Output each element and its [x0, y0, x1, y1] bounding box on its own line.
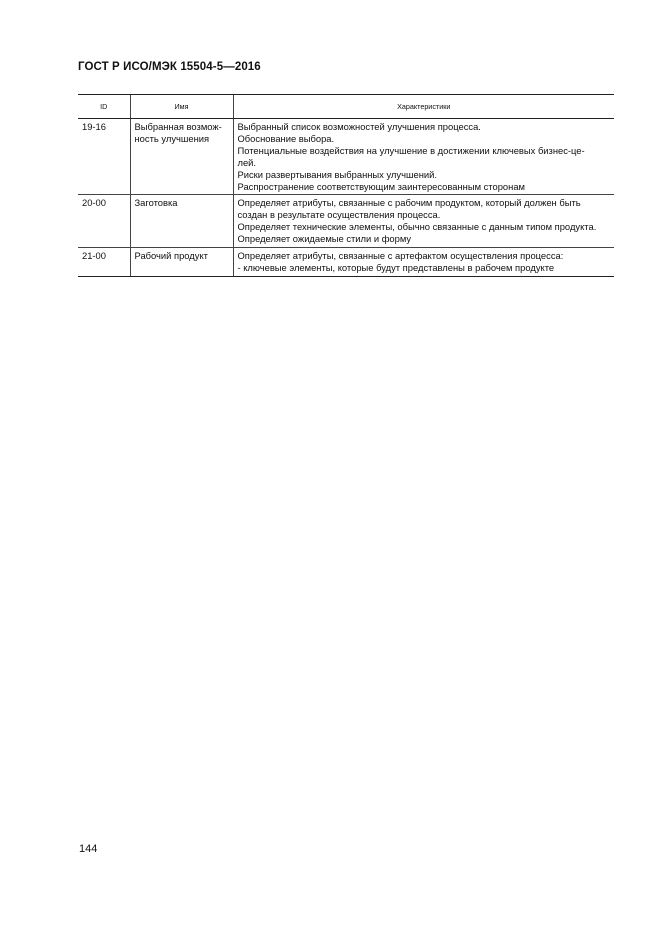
document-header: ГОСТ Р ИСО/МЭК 15504-5—2016: [78, 61, 261, 73]
column-header-name: Имя: [130, 95, 233, 119]
cell-id: 19-16: [78, 119, 130, 195]
characteristics-line: Потенциальные воздействия на улучшение в достижении ключевых бизнес-це-: [237, 144, 585, 156]
characteristics-line: Распространение соответствующим заинтересованным сторонам: [237, 180, 525, 192]
cell-name: [130, 119, 233, 195]
cell-name-line: Рабочий продукт: [134, 250, 208, 262]
characteristics-line: Выбранный список возможностей улучшения процесса.: [237, 121, 481, 132]
column-header-id: ID: [78, 95, 130, 119]
characteristics-line: создан в результате осуществления процесса.: [237, 209, 441, 221]
characteristics-line: Риски развертывания выбранных улучшений.: [237, 168, 437, 180]
column-header-characteristics: Характеристики: [233, 95, 614, 119]
characteristics-line: Определяет ожидаемые стили и форму: [237, 233, 412, 245]
cell-characteristics: [233, 248, 614, 277]
characteristics-line: - ключевые элементы, которые будут представлены в рабочем продукте: [237, 261, 555, 273]
table-header-row: [78, 95, 614, 119]
cell-name-line: Заготовка: [134, 197, 178, 209]
characteristics-line: Определяет атрибуты, связанные с артефактом осуществления процесса:: [237, 250, 564, 262]
characteristics-table: [78, 94, 614, 277]
characteristics-line: Определяет технические элементы, обычно связанные с данным типом продукта.: [237, 221, 597, 233]
cell-characteristics: [233, 119, 614, 195]
cell-name: [130, 248, 233, 277]
characteristics-line: Обоснование выбора.: [237, 132, 335, 144]
characteristics-line: Определяет атрибуты, связанные с рабочим продуктом, который должен быть: [237, 197, 581, 209]
cell-id: 20-00: [78, 195, 130, 248]
cell-id: 21-00: [78, 248, 130, 277]
table-row: [78, 119, 614, 195]
page-number: 144: [79, 843, 98, 855]
cell-name-line: Выбранная возмож-: [134, 121, 222, 132]
cell-characteristics: [233, 195, 614, 248]
characteristics-line: лей.: [237, 156, 257, 168]
table-row: [78, 248, 614, 277]
cell-name: [130, 195, 233, 248]
cell-name-line: ность улучшения: [134, 132, 210, 144]
table-row: [78, 195, 614, 248]
